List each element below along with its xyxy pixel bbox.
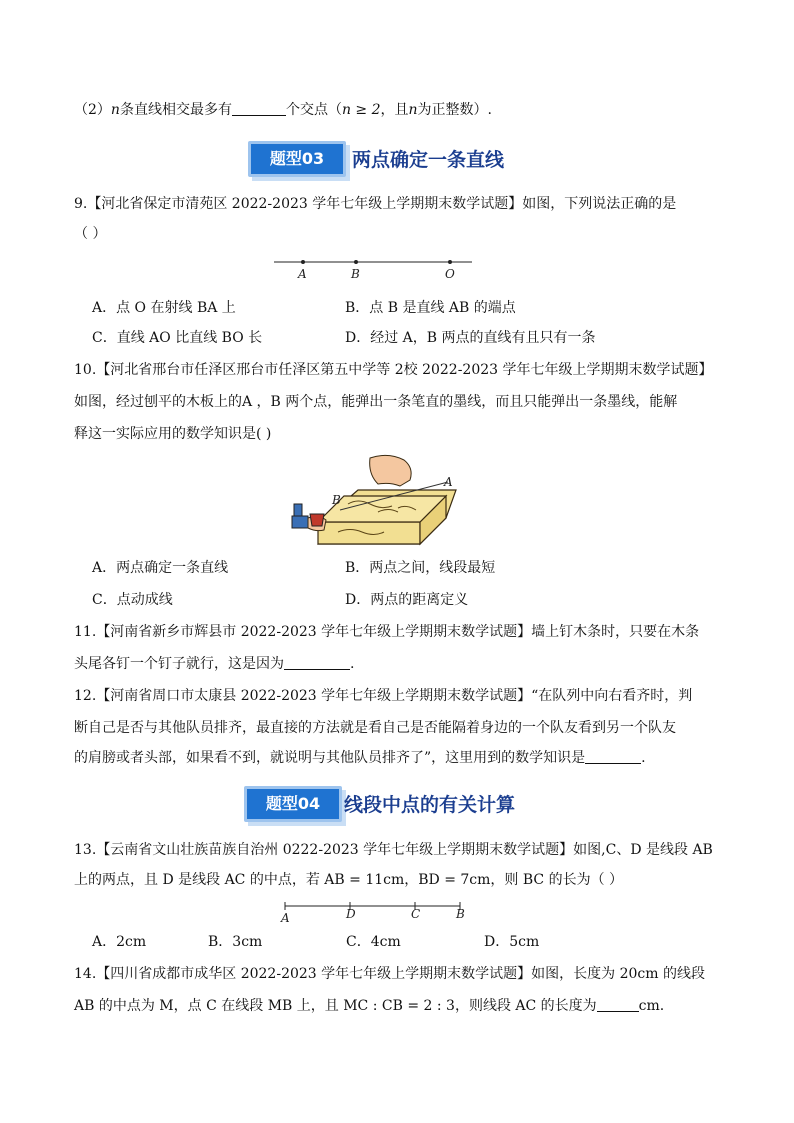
q10-option-b[interactable]: B．两点之间，线段最短 — [345, 560, 496, 576]
var-n: n — [110, 102, 120, 118]
q9-option-d[interactable]: D．经过 A，B 两点的直线有且只有一条 — [345, 330, 596, 346]
q13-option-b[interactable]: B．3cm — [208, 934, 263, 950]
section-badge: 题型04 — [244, 786, 342, 822]
q14-text: AB 的中点为 M，点 C 在线段 MB 上，且 MC : CB = 2 : 3，则线段 AC 的长度为 — [74, 998, 597, 1014]
q9-answer-paren: （ ） — [74, 226, 107, 242]
q14-stem-line2 — [74, 996, 664, 1016]
q11-text: 头尾各钉一个钉子就行，这是因为 — [74, 656, 284, 672]
label-a: A — [281, 911, 290, 925]
q13-segment-figure — [280, 898, 470, 926]
q12-text: . — [641, 750, 646, 766]
q14-stem-line1: 14.【四川省成都市成华区 2022-2023 学年七年级上学期期末数学试题】如图，长度为 20cm 的线段 — [74, 966, 705, 982]
sleeve — [292, 516, 308, 528]
q12-stem-line1: 12.【河南省周口市太康县 2022-2023 学年七年级上学期期末数学试题】“在队列中向右看齐时，判 — [74, 688, 693, 704]
q9-figure — [270, 252, 480, 282]
answer-blank[interactable] — [585, 749, 641, 764]
q12-text: 的肩膀或者头部，如果看不到，就说明与其他队员排齐了”，这里用到的数学知识是 — [74, 750, 586, 766]
label-a: A — [298, 267, 307, 281]
q9-option-b[interactable]: B．点 B 是直线 AB 的端点 — [345, 300, 516, 316]
q10-stem-line3: 释这一实际应用的数学知识是( ) — [74, 426, 272, 442]
q12-stem-line2: 断自己是否与其他队员排齐，最直接的方法就是看自己是否能隔着身边的一个队友看到另一个队友 — [74, 720, 676, 736]
q10-wood-plank-figure — [278, 452, 478, 552]
label-b: B — [456, 907, 465, 921]
q8-text: 为正整数）. — [417, 102, 492, 118]
q10-stem-line2: 如图，经过刨平的木板上的A ，B 两个点，能弹出一条笔直的墨线，而且只能弹出一条墨线，能解 — [74, 394, 678, 410]
section-badge: 题型03 — [248, 141, 346, 177]
q13-option-c[interactable]: C．4cm — [346, 934, 401, 950]
q13-option-a[interactable]: A．2cm — [92, 934, 147, 950]
q13-stem-line1: 13.【云南省文山壮族苗族自治州 0222-2023 学年七年级上学期期末数学试题】如图,C、D 是线段 AB — [74, 842, 713, 858]
point-o — [448, 260, 452, 264]
q10-option-a[interactable]: A．两点确定一条直线 — [92, 560, 229, 576]
section-header-03 — [248, 141, 548, 177]
q11-stem-line2 — [74, 654, 354, 674]
q10-stem-line1: 10.【河北省邢台市任泽区邢台市任泽区第五中学等 2校 2022-2023 学年七年级上学期期末数学试题】 — [74, 362, 713, 378]
answer-blank[interactable] — [232, 101, 286, 116]
answer-blank[interactable] — [597, 997, 639, 1012]
q13-stem-line2: 上的两点，且 D 是线段 AC 的中点，若 AB = 11cm，BD = 7cm，则 BC 的长为（ ） — [74, 872, 624, 888]
label-a: A — [444, 475, 453, 489]
label-b: B — [332, 493, 341, 507]
point-a — [301, 260, 305, 264]
q11-text: . — [350, 656, 355, 672]
q8-text: ，且 — [380, 102, 409, 118]
var-n: n — [408, 102, 418, 118]
label-b: B — [351, 267, 360, 281]
q8-text: 条直线相交最多有 — [119, 102, 232, 118]
q8-text: 个交点（ — [285, 102, 342, 118]
q11-stem-line1: 11.【河南省新乡市辉县市 2022-2023 学年七年级上学期期末数学试题】墙上钉木条时，只要在木条 — [74, 624, 700, 640]
label-d: D — [346, 907, 356, 921]
q8-condition: n ≥ 2 — [341, 102, 381, 118]
q9-option-a[interactable]: A．点 O 在射线 BA 上 — [92, 300, 236, 316]
pen-holder — [294, 504, 302, 516]
q10-option-c[interactable]: C．点动成线 — [92, 592, 173, 608]
q8-part-number: （2） — [74, 102, 111, 118]
q12-stem-line3 — [74, 748, 646, 768]
label-o: O — [445, 267, 455, 281]
label-c: C — [411, 907, 421, 921]
q9-option-c[interactable]: C．直线 AO 比直线 BO 长 — [92, 330, 263, 346]
point-b — [354, 260, 358, 264]
q9-stem: 9.【河北省保定市清苑区 2022-2023 学年七年级上学期期末数学试题】如图，下列说法正确的是 — [74, 196, 677, 212]
hand-icon — [370, 455, 411, 486]
q14-text: cm. — [638, 998, 665, 1014]
plank-front — [318, 522, 420, 544]
section-header-04 — [244, 786, 564, 822]
answer-blank[interactable] — [284, 655, 350, 670]
ink-pot — [310, 514, 324, 526]
section-title: 两点确定一条直线 — [352, 149, 505, 171]
section-title: 线段中点的有关计算 — [344, 794, 516, 816]
q8-part2 — [74, 100, 492, 120]
q10-option-d[interactable]: D．两点的距离定义 — [345, 592, 469, 608]
q13-option-d[interactable]: D．5cm — [484, 934, 540, 950]
